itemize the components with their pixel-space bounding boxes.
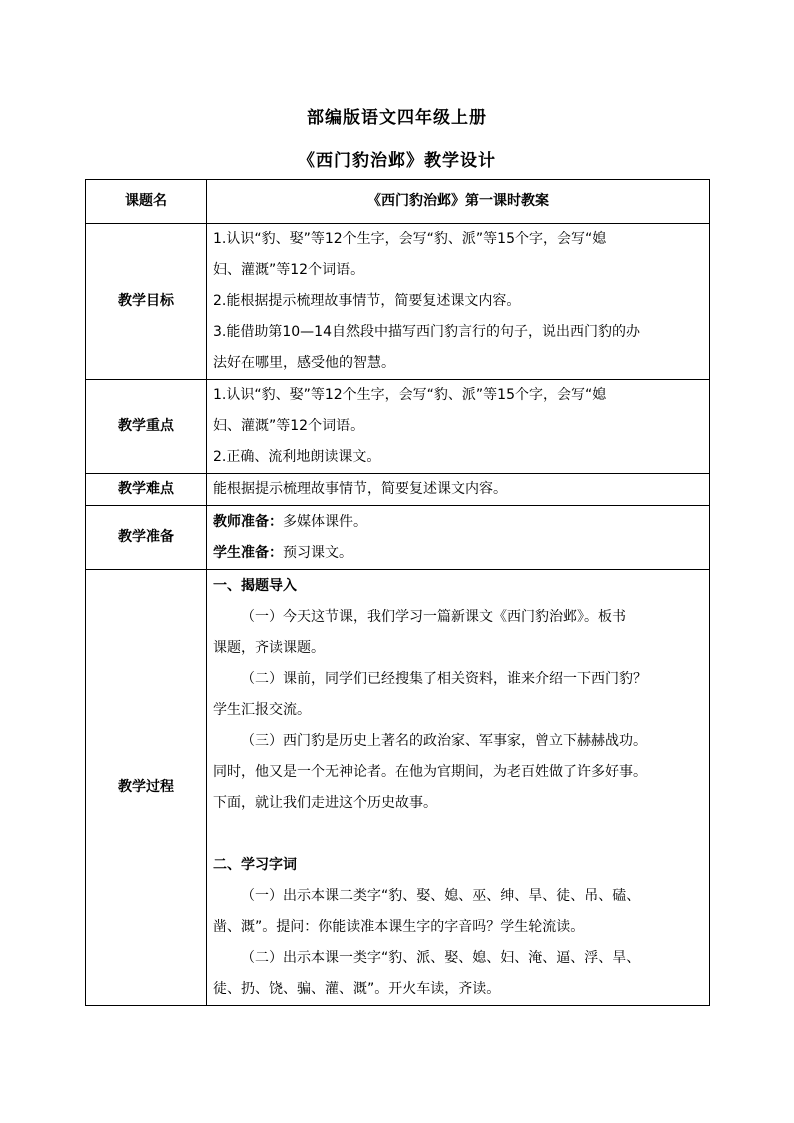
process-line: 课题，齐读课题。 [213,639,325,656]
process-line: 学生汇报交流。 [213,701,311,718]
goals-content [207,224,710,380]
document-title: 部编版语文四年级上册 [307,108,487,128]
lesson-plan-table [85,179,710,1006]
process-line: （一）今天这节课，我们学习一篇新课文《西门豹治邺》。板书 [241,608,626,625]
goals-row [86,224,710,380]
student-prep-label: 学生准备： [213,544,283,561]
process-line: 徒、扔、饶、骗、灌、溉”。开火车读，齐读。 [213,980,501,997]
teacher-prep-label: 教师准备： [213,513,283,530]
process-label: 教学过程 [86,570,207,1006]
goals-line: 妇、灌溉”等12个词语。 [213,262,365,278]
blank-line [213,819,703,850]
process-line: 同时，他又是一个无神论者。在他为官期间，为老百姓做了许多好事。 [213,763,647,780]
prep-content [207,506,710,570]
prep-row [86,506,710,570]
header-row [86,180,710,224]
process-line: 下面，就让我们走进这个历史故事。 [213,794,437,811]
prep-label: 教学准备 [86,506,207,570]
document-subtitle: 《西门豹治邺》教学设计 [298,151,496,171]
key-line: 2.正确、流利地朗读课文。 [213,449,381,465]
process-line: （二）出示本课一类字“豹、派、娶、媳、妇、淹、逼、浮、旱、 [241,949,641,966]
goals-line: 3.能借助第10—14自然段中描写西门豹言行的句子，说出西门豹的办 [213,324,640,340]
difficulty-content: 能根据提示梳理故事情节，简要复述课文内容。 [207,474,710,506]
process-content [207,570,710,1006]
teacher-prep-line [213,507,703,538]
key-content [207,380,710,474]
difficulty-label: 教学难点 [86,474,207,506]
process-line: （二）课前，同学们已经搜集了相关资料，谁来介绍一下西门豹？ [241,670,647,687]
process-row [86,570,710,1006]
goals-line: 2.能根据提示梳理故事情节，简要复述课文内容。 [213,293,521,309]
key-line: 1.认识“豹、娶”等12个生字，会写“豹、派”等15个字，会写“媳 [213,387,607,403]
student-prep-text: 预习课文。 [283,544,353,561]
section-heading: 一、揭题导入 [213,577,297,594]
process-line: （一）出示本课二类字“豹、娶、媳、巫、绅、旱、徒、吊、磕、 [241,887,641,904]
teacher-prep-text: 多媒体课件。 [283,513,367,530]
goals-label: 教学目标 [86,224,207,380]
process-line: 凿、溉”。提问：你能读准本课生字的字音吗？学生轮流读。 [213,918,585,935]
goals-line: 法好在哪里，感受他的智慧。 [213,355,395,371]
key-label: 教学重点 [86,380,207,474]
header-value: 《西门豹治邺》第一课时教案 [207,180,710,224]
student-prep-line [213,538,703,569]
difficulty-row [86,474,710,506]
key-row [86,380,710,474]
process-line: （三）西门豹是历史上著名的政治家、军事家，曾立下赫赫战功。 [241,732,647,749]
section-heading: 二、学习字词 [213,856,297,873]
goals-line: 1.认识“豹、娶”等12个生字，会写“豹、派”等15个字，会写“媳 [213,231,607,247]
header-label: 课题名 [86,180,207,224]
key-line: 妇、灌溉”等12个词语。 [213,418,365,434]
